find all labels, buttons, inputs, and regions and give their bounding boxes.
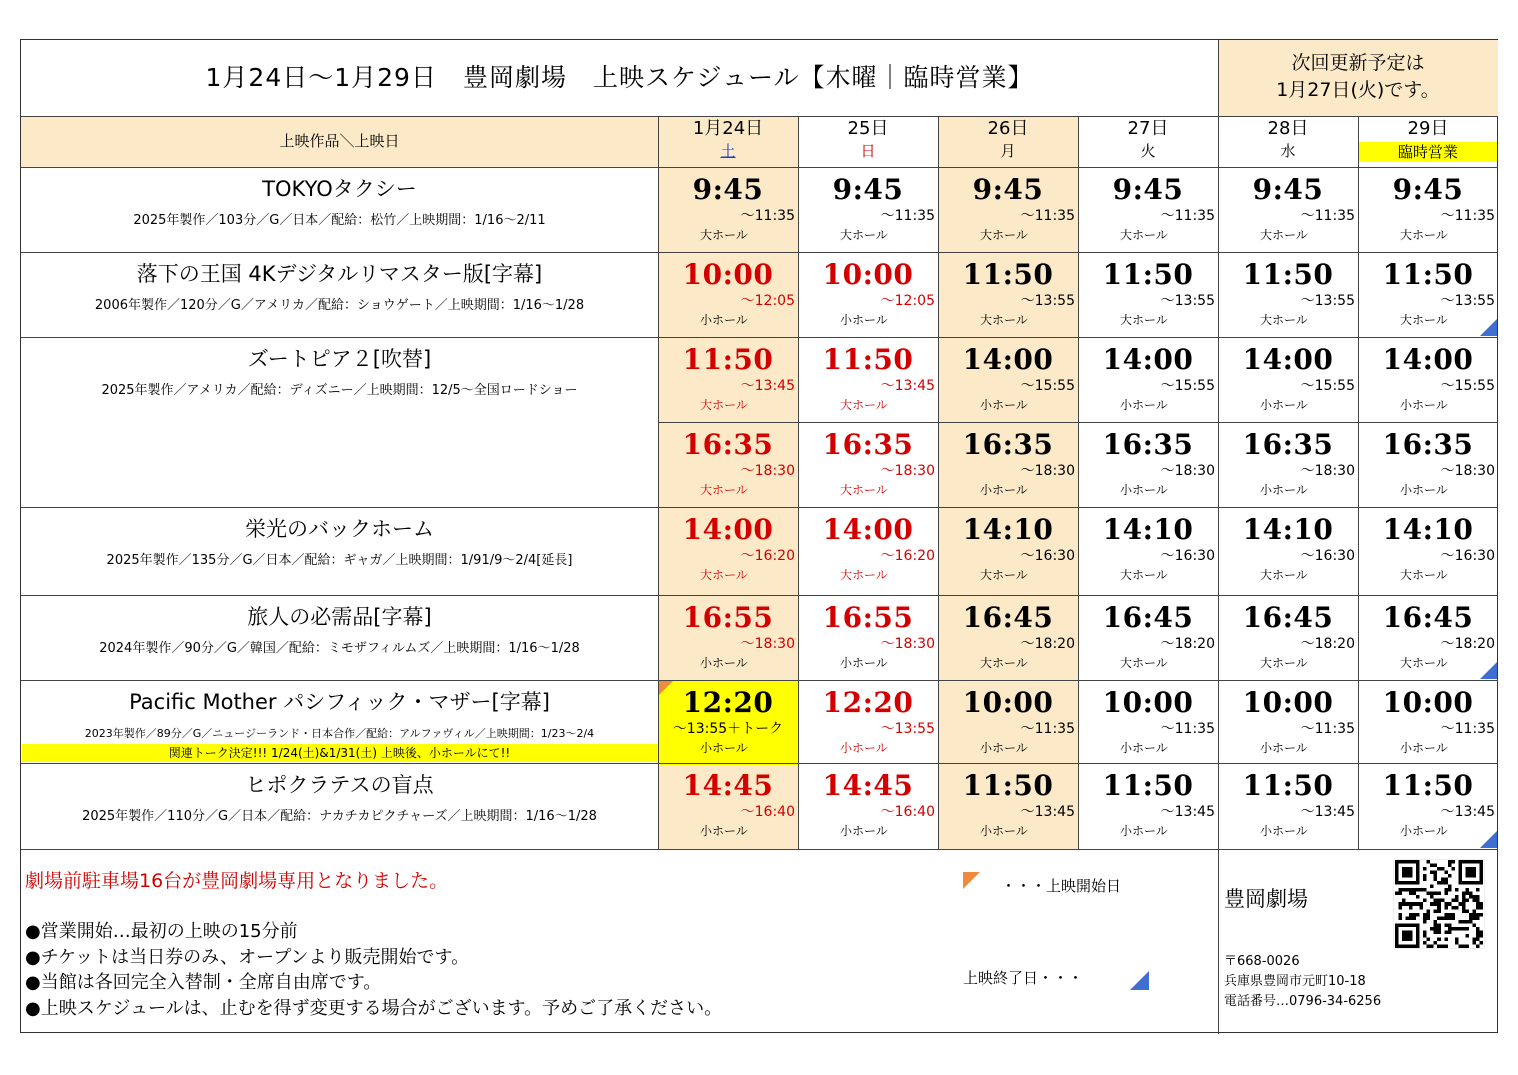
- theater-name: 豊岡劇場: [1224, 887, 1308, 911]
- hall-name: 小ホール: [1400, 483, 1448, 497]
- hall-name: 大ホール: [1120, 228, 1168, 242]
- showtime-start: 16:45: [962, 601, 1054, 634]
- showtime-end: ～15:55: [1440, 378, 1495, 394]
- showtime-start: 16:45: [1242, 601, 1334, 634]
- hall-name: 小ホール: [1400, 398, 1448, 412]
- showtime-start: 11:50: [962, 258, 1054, 291]
- schedule-title: 1月24日～1月29日 豊岡劇場 上映スケジュール【木曜｜臨時営業】: [205, 63, 1034, 92]
- day-weekday: 日: [860, 142, 876, 160]
- grid-line: [21, 849, 1498, 850]
- showtime-start: 11:50: [1382, 258, 1474, 291]
- showtime-end: ～16:30: [1160, 548, 1215, 564]
- grid-line: [21, 116, 1498, 117]
- movie-title: ズートピア２[吹替]: [247, 347, 432, 371]
- start-marker-icon: [659, 681, 673, 695]
- showtime-cell: [1078, 167, 1218, 252]
- start-marker-icon: [963, 872, 980, 889]
- showtime-start: 16:45: [1102, 601, 1194, 634]
- showtime-cell: [938, 252, 1078, 337]
- showtime-end: ～11:35: [1020, 208, 1075, 224]
- hall-name: 大ホール: [840, 483, 888, 497]
- showtime-cell: [938, 595, 1078, 680]
- showtime-start: 10:00: [682, 258, 774, 291]
- showtime-end: ～13:45: [1300, 804, 1355, 820]
- showtime-cell: [1078, 252, 1218, 337]
- showtime-cell: [798, 680, 938, 765]
- showtime-start: 9:45: [1112, 173, 1184, 206]
- hall-name: 大ホール: [980, 228, 1028, 242]
- showtime-cell: [1078, 763, 1218, 848]
- hall-name: 大ホール: [840, 568, 888, 582]
- hall-name: 小ホール: [840, 656, 888, 670]
- showtime-cell: [658, 763, 798, 848]
- note-changes: ●上映スケジュールは、止むを得ず変更する場合がございます。予めご了承ください。: [25, 997, 723, 1019]
- showtime-cell: [798, 422, 938, 507]
- showtime-start: 14:45: [682, 769, 774, 802]
- showtime-start: 11:50: [1242, 258, 1334, 291]
- next-update-line1: 次回更新予定は: [1291, 52, 1425, 74]
- showtime-start: 11:50: [1102, 258, 1194, 291]
- showtime-cell: [658, 422, 798, 507]
- showtime-end: ～11:35: [1440, 208, 1495, 224]
- showtime-start: 11:50: [822, 343, 914, 376]
- showtime-end: ～16:40: [880, 804, 935, 820]
- movie-info: 2025年製作／103分／G／日本／配給：松竹／上映期間：1/16～2/11: [133, 213, 546, 228]
- end-marker-icon: [1130, 971, 1149, 990]
- legend-start-label: ・・・上映開始日: [1001, 877, 1122, 895]
- showtime-end: ～18:30: [1440, 463, 1495, 479]
- showtime-end: ～16:30: [1020, 548, 1075, 564]
- day-header-5: [1358, 116, 1498, 167]
- note-opening: ●営業開始…最初の上映の15分前: [25, 921, 298, 942]
- showtime-start: 10:00: [822, 258, 914, 291]
- showtime-start: 14:00: [822, 513, 914, 546]
- showtime-end: ～16:40: [740, 804, 795, 820]
- showtime-start: 9:45: [1252, 173, 1324, 206]
- info-notes: [25, 919, 722, 1021]
- hall-name: 大ホール: [1120, 656, 1168, 670]
- note-tickets: ●チケットは当日券のみ、オープンより販売開始です。: [25, 946, 470, 968]
- hall-name: 小ホール: [1400, 741, 1448, 755]
- showtime-cell: [1078, 507, 1218, 592]
- hall-name: 大ホール: [1260, 656, 1308, 670]
- showtime-start: 14:00: [962, 343, 1054, 376]
- movie-title: ヒポクラテスの盲点: [245, 773, 434, 797]
- hall-name: 小ホール: [980, 741, 1028, 755]
- hall-name: 大ホール: [840, 398, 888, 412]
- showtime-end: ～11:35: [1440, 721, 1495, 737]
- showtime-start: 14:00: [1242, 343, 1334, 376]
- movie-title: TOKYOタクシー: [262, 177, 417, 201]
- grid-line: [21, 763, 1498, 764]
- hall-name: 小ホール: [1120, 741, 1168, 755]
- end-marker-icon: [1480, 662, 1497, 679]
- showtime-start: 14:00: [1382, 343, 1474, 376]
- hall-name: 小ホール: [700, 656, 748, 670]
- showtime-start: 10:00: [1102, 686, 1194, 719]
- end-marker-icon: [1480, 319, 1497, 336]
- grid-line: [21, 595, 1498, 596]
- hall-name: 小ホール: [1400, 824, 1448, 838]
- showtime-end: ～13:45: [1020, 804, 1075, 820]
- showtime-end: ～18:30: [1160, 463, 1215, 479]
- showtime-cell: [1078, 422, 1218, 507]
- day-date: 26日: [987, 118, 1029, 139]
- showtime-end: ～13:55: [880, 721, 935, 737]
- showtime-start: 11:50: [1382, 769, 1474, 802]
- showtime-start: 12:20: [682, 686, 774, 719]
- showtime-cell: [1078, 680, 1218, 765]
- showtime-end: ～11:35: [1160, 208, 1215, 224]
- showtime-start: 10:00: [1242, 686, 1334, 719]
- showtime-end: ～16:20: [740, 548, 795, 564]
- showtime-end: ～12:05: [880, 293, 935, 309]
- showtime-end: ～16:20: [880, 548, 935, 564]
- showtime-cell: [1358, 507, 1498, 592]
- showtime-start: 10:00: [962, 686, 1054, 719]
- showtime-start: 11:50: [1242, 769, 1334, 802]
- showtime-cell: [1218, 507, 1358, 592]
- movie-info: 2006年製作／120分／G／アメリカ／配給：ショウゲート／上映期間：1/16～1/28: [94, 298, 585, 313]
- phone-number: 電話番号…0796-34-6256: [1224, 994, 1382, 1009]
- showtime-end: ～13:55＋トーク: [672, 721, 784, 737]
- grid-line: [658, 116, 659, 849]
- showtime-cell: [1358, 422, 1498, 507]
- showtime-end: ～15:55: [1020, 378, 1075, 394]
- showtime-end: ～11:35: [1300, 721, 1355, 737]
- grid-line: [938, 116, 939, 849]
- showtime-end: ～13:55: [1020, 293, 1075, 309]
- showtime-cell: [938, 763, 1078, 848]
- showtime-end: ～18:30: [880, 636, 935, 652]
- hall-name: 小ホール: [700, 741, 748, 755]
- showtime-start: 12:20: [822, 686, 914, 719]
- hall-name: 小ホール: [840, 741, 888, 755]
- end-marker-icon: [1480, 831, 1497, 848]
- movie-title: Pacific Mother パシフィック・マザー[字幕]: [129, 690, 550, 714]
- talk-event-notice: 関連トーク決定!!! 1/24(土)&1/31(土) 上映後、小ホールにて!!: [22, 744, 657, 762]
- movie-title: 栄光のバックホーム: [245, 517, 434, 541]
- hall-name: 小ホール: [980, 483, 1028, 497]
- hall-name: 小ホール: [1120, 398, 1168, 412]
- hall-name: 小ホール: [840, 313, 888, 327]
- showtime-start: 16:35: [1102, 428, 1194, 461]
- showtime-end: ～11:35: [1160, 721, 1215, 737]
- movie-info: 2023年製作／89分／G／ニュージーランド・日本合作／配給：アルファヴィル／上映期間：1/23～2/4: [84, 727, 595, 740]
- showtime-end: ～18:20: [1160, 636, 1215, 652]
- day-weekday: 臨時営業: [1359, 142, 1497, 162]
- showtime-cell: [1358, 763, 1498, 848]
- showtime-cell: [1078, 595, 1218, 680]
- hall-name: 小ホール: [1260, 824, 1308, 838]
- showtime-cell: [1358, 252, 1498, 337]
- day-header-1: [798, 116, 938, 167]
- hall-name: 大ホール: [1400, 656, 1448, 670]
- showtime-end: ～18:30: [740, 636, 795, 652]
- hall-name: 大ホール: [1260, 568, 1308, 582]
- movie-info: 2025年製作／110分／G／日本／配給：ナカチカピクチャーズ／上映期間：1/16～1/28: [82, 809, 597, 824]
- grid-line: [1358, 116, 1359, 849]
- showtime-cell: [798, 507, 938, 592]
- hall-name: 大ホール: [700, 568, 748, 582]
- hall-name: 大ホール: [1400, 568, 1448, 582]
- showtime-start: 14:00: [682, 513, 774, 546]
- showtime-cell: [658, 595, 798, 680]
- next-update-note: [1218, 40, 1498, 116]
- movie-info: 2025年製作／135分／G／日本／配給：ギャガ／上映期間：1/91/9～2/4[延長]: [106, 553, 573, 568]
- showtime-start: 16:35: [1382, 428, 1474, 461]
- showtime-start: 14:10: [1242, 513, 1334, 546]
- day-weekday: 月: [1000, 142, 1016, 160]
- schedule-sheet: [20, 39, 1498, 1033]
- hall-name: 小ホール: [700, 313, 748, 327]
- showtime-start: 14:10: [1102, 513, 1194, 546]
- hall-name: 大ホール: [700, 228, 748, 242]
- parking-notice: 劇場前駐車場16台が豊岡劇場専用となりました。: [25, 870, 449, 892]
- showtime-start: 14:10: [1382, 513, 1474, 546]
- hall-name: 小ホール: [1120, 824, 1168, 838]
- showtime-start: 9:45: [692, 173, 764, 206]
- theater-address: [1224, 952, 1381, 1012]
- hall-name: 大ホール: [1120, 568, 1168, 582]
- day-date: 1月24日: [692, 118, 764, 139]
- grid-line: [21, 507, 1498, 508]
- grid-line: [1218, 116, 1219, 849]
- street-address: 兵庫県豊岡市元町10-18: [1224, 974, 1366, 989]
- showtime-cell: [1218, 252, 1358, 337]
- showtime-end: ～18:20: [1440, 636, 1495, 652]
- showtime-end: ～15:55: [1160, 378, 1215, 394]
- hall-name: 小ホール: [840, 824, 888, 838]
- showtime-cell: [658, 507, 798, 592]
- day-date: 25日: [847, 118, 889, 139]
- showtime-end: ～13:55: [1160, 293, 1215, 309]
- showtime-start: 16:55: [822, 601, 914, 634]
- column-header-cell: [21, 116, 658, 167]
- showtime-cell: [1218, 337, 1358, 422]
- showtime-cell: [658, 167, 798, 252]
- day-weekday: 土: [720, 142, 736, 160]
- hall-name: 大ホール: [980, 656, 1028, 670]
- hall-name: 大ホール: [700, 483, 748, 497]
- hall-name: 小ホール: [1260, 398, 1308, 412]
- showtime-start: 16:35: [962, 428, 1054, 461]
- showtime-cell: [1358, 595, 1498, 680]
- grid-line: [798, 116, 799, 849]
- showtime-end: ～13:55: [1440, 293, 1495, 309]
- showtime-start: 9:45: [1392, 173, 1464, 206]
- hall-name: 大ホール: [980, 568, 1028, 582]
- showtime-end: ～16:30: [1300, 548, 1355, 564]
- postal-code: 〒668-0026: [1224, 954, 1300, 969]
- showtime-cell: [1358, 680, 1498, 765]
- showtime-end: ～18:30: [1020, 463, 1075, 479]
- hall-name: 大ホール: [1400, 228, 1448, 242]
- hall-name: 大ホール: [1260, 228, 1308, 242]
- showtime-cell: [1078, 337, 1218, 422]
- showtime-end: ～13:45: [880, 378, 935, 394]
- note-seating: ●当館は各回完全入替制・全席自由席です。: [25, 972, 382, 993]
- showtime-start: 16:35: [1242, 428, 1334, 461]
- showtime-start: 11:50: [1102, 769, 1194, 802]
- hall-name: 小ホール: [1260, 483, 1308, 497]
- grid-line: [21, 337, 1498, 338]
- showtime-cell: [798, 337, 938, 422]
- hall-name: 大ホール: [1260, 313, 1308, 327]
- day-date: 27日: [1127, 118, 1169, 139]
- showtime-end: ～13:45: [1160, 804, 1215, 820]
- showtime-cell: [938, 167, 1078, 252]
- showtime-end: ～13:55: [1300, 293, 1355, 309]
- showtime-cell: [798, 595, 938, 680]
- showtime-end: ～13:45: [740, 378, 795, 394]
- showtime-end: ～13:45: [1440, 804, 1495, 820]
- showtime-start: 14:00: [1102, 343, 1194, 376]
- hall-name: 大ホール: [980, 313, 1028, 327]
- hall-name: 小ホール: [980, 824, 1028, 838]
- day-date: 28日: [1267, 118, 1309, 139]
- showtime-cell: [938, 507, 1078, 592]
- showtime-end: ～11:35: [1300, 208, 1355, 224]
- hall-name: 大ホール: [700, 398, 748, 412]
- showtime-end: ～18:30: [880, 463, 935, 479]
- movie-info: 2024年製作／90分／G／韓国／配給：ミモザフィルムズ／上映期間：1/16～1/28: [99, 641, 580, 656]
- showtime-start: 11:50: [682, 343, 774, 376]
- showtime-start: 16:45: [1382, 601, 1474, 634]
- hall-name: 大ホール: [1400, 313, 1448, 327]
- showtime-cell: [658, 680, 798, 765]
- movie-title: 旅人の必需品[字幕]: [247, 605, 432, 629]
- showtime-cell: [938, 422, 1078, 507]
- showtime-start: 16:55: [682, 601, 774, 634]
- showtime-start: 10:00: [1382, 686, 1474, 719]
- showtime-cell: [798, 763, 938, 848]
- showtime-cell: [658, 252, 798, 337]
- grid-line: [21, 167, 1498, 168]
- showtime-end: ～16:30: [1440, 548, 1495, 564]
- showtime-end: ～18:20: [1300, 636, 1355, 652]
- qr-code-icon: [1394, 860, 1484, 948]
- hall-name: 小ホール: [1120, 483, 1168, 497]
- grid-line: [1078, 116, 1079, 849]
- showtime-start: 11:50: [962, 769, 1054, 802]
- showtime-end: ～11:35: [880, 208, 935, 224]
- day-header-0: [658, 116, 798, 167]
- hall-name: 小ホール: [700, 824, 748, 838]
- showtime-cell: [1218, 680, 1358, 765]
- legend-end-label: 上映終了日・・・: [963, 969, 1084, 987]
- showtime-end: ～15:55: [1300, 378, 1355, 394]
- showtime-cell: [938, 337, 1078, 422]
- showtime-cell: [1358, 337, 1498, 422]
- showtime-end: ～11:35: [1020, 721, 1075, 737]
- hall-name: 大ホール: [1120, 313, 1168, 327]
- showtime-end: ～11:35: [740, 208, 795, 224]
- showtime-cell: [798, 167, 938, 252]
- showtime-cell: [1218, 167, 1358, 252]
- showtime-end: ～18:20: [1020, 636, 1075, 652]
- grid-line: [21, 252, 1498, 253]
- movie-title: 落下の王国 4Kデジタルリマスター版[字幕]: [136, 262, 543, 286]
- next-update-line2: 1月27日(火)です。: [1276, 79, 1440, 101]
- showtime-start: 16:35: [682, 428, 774, 461]
- showtime-start: 9:45: [972, 173, 1044, 206]
- showtime-cell: [1218, 595, 1358, 680]
- showtime-end: ～12:05: [740, 293, 795, 309]
- showtime-start: 9:45: [832, 173, 904, 206]
- column-header-label: 上映作品＼上映日: [279, 132, 400, 150]
- day-header-2: [938, 116, 1078, 167]
- grid-line: [21, 680, 1498, 681]
- day-date: 29日: [1407, 118, 1449, 139]
- showtime-cell: [1218, 422, 1358, 507]
- day-header-4: [1218, 116, 1358, 167]
- showtime-cell: [658, 337, 798, 422]
- showtime-end: ～18:30: [740, 463, 795, 479]
- day-weekday: 水: [1280, 142, 1296, 160]
- hall-name: 小ホール: [980, 398, 1028, 412]
- showtime-cell: [938, 680, 1078, 765]
- showtime-start: 14:45: [822, 769, 914, 802]
- showtime-cell: [1358, 167, 1498, 252]
- grid-line: [1218, 40, 1219, 116]
- hall-name: 小ホール: [1260, 741, 1308, 755]
- showtime-cell: [1218, 763, 1358, 848]
- hall-name: 大ホール: [840, 228, 888, 242]
- showtime-start: 14:10: [962, 513, 1054, 546]
- day-header-3: [1078, 116, 1218, 167]
- showtime-cell: [798, 252, 938, 337]
- showtime-start: 16:35: [822, 428, 914, 461]
- day-weekday: 火: [1140, 142, 1156, 160]
- movie-info: 2025年製作／アメリカ／配給：ディズニー／上映期間：12/5～全国ロードショー: [101, 383, 578, 398]
- showtime-end: ～18:30: [1300, 463, 1355, 479]
